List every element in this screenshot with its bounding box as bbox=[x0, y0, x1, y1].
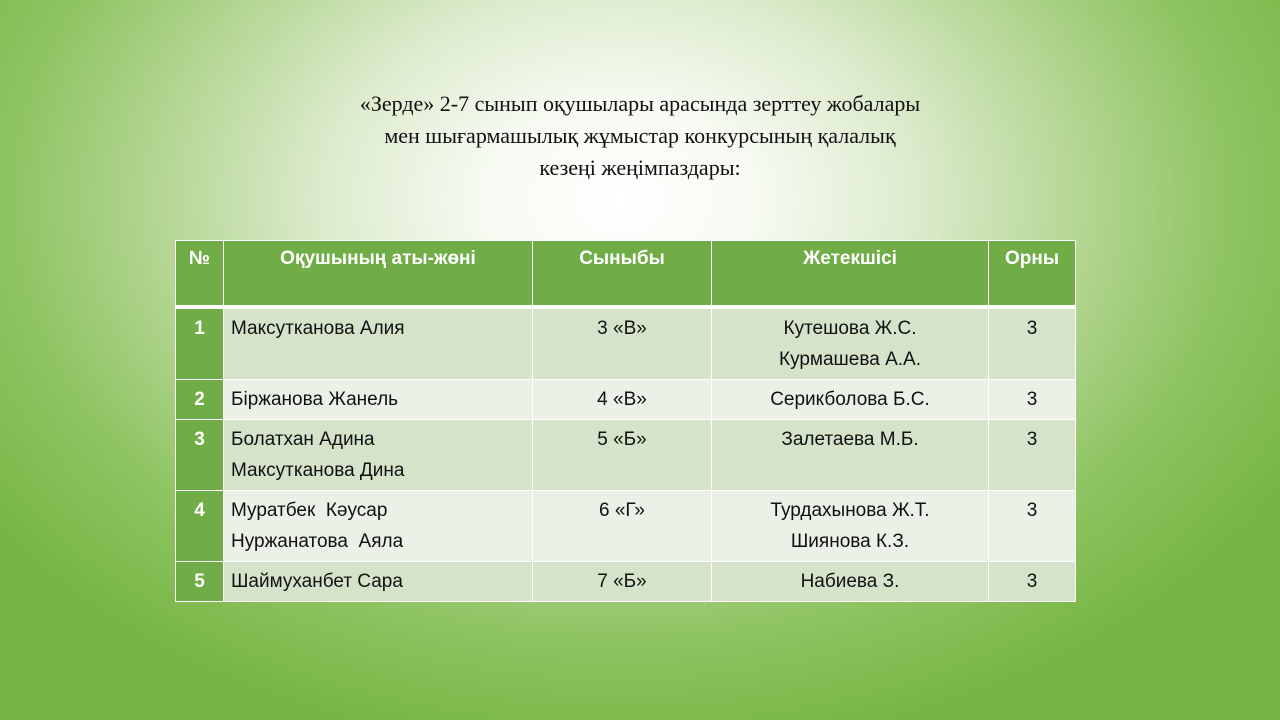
student-name-cell bbox=[224, 307, 533, 380]
place-cell: 3 bbox=[989, 420, 1076, 491]
header-student-name: Оқушының аты-жөні bbox=[224, 241, 533, 308]
supervisor-name: Шиянова К.З. bbox=[790, 531, 910, 552]
student-name-cell bbox=[224, 491, 533, 562]
header-place: Орны bbox=[989, 241, 1076, 308]
student-name: Муратбек Кәусар bbox=[231, 500, 388, 521]
header-supervisor: Жетекшісі bbox=[712, 241, 989, 308]
winners-table bbox=[175, 240, 1076, 602]
supervisor-cell bbox=[712, 307, 989, 380]
row-number: 3 bbox=[176, 420, 224, 491]
place-cell: 3 bbox=[989, 307, 1076, 380]
title-line: кезеңі жеңімпаздары: bbox=[539, 155, 741, 180]
student-name: Нуржанатова Аяла bbox=[231, 531, 404, 552]
row-number: 1 bbox=[176, 307, 224, 380]
table-row bbox=[176, 380, 1076, 420]
row-number: 4 bbox=[176, 491, 224, 562]
supervisor-name: Серикболова Б.С. bbox=[770, 389, 930, 410]
supervisor-cell bbox=[712, 562, 989, 602]
table-row bbox=[176, 562, 1076, 602]
place-cell: 3 bbox=[989, 491, 1076, 562]
place-cell: 3 bbox=[989, 380, 1076, 420]
header-number: № bbox=[176, 241, 224, 308]
row-number: 5 bbox=[176, 562, 224, 602]
student-name-cell bbox=[224, 380, 533, 420]
header-class: Сыныбы bbox=[533, 241, 712, 308]
supervisor-name: Курмашева А.А. bbox=[779, 349, 921, 370]
supervisor-cell bbox=[712, 380, 989, 420]
supervisor-name: Залетаева М.Б. bbox=[781, 429, 919, 450]
supervisor-name: Кутешова Ж.С. bbox=[783, 318, 917, 339]
row-number: 2 bbox=[176, 380, 224, 420]
table-row bbox=[176, 307, 1076, 380]
supervisor-name: Набиева З. bbox=[800, 571, 900, 592]
class-cell: 7 «Б» bbox=[533, 562, 712, 602]
class-cell: 6 «Г» bbox=[533, 491, 712, 562]
supervisor-name: Турдахынова Ж.Т. bbox=[770, 500, 930, 521]
table-header-row bbox=[176, 241, 1076, 308]
title-line: мен шығармашылық жұмыстар конкурсының қалалық bbox=[384, 123, 896, 148]
student-name: Шаймуханбет Сара bbox=[231, 571, 403, 592]
table-row bbox=[176, 491, 1076, 562]
slide-title bbox=[240, 88, 1040, 184]
class-cell: 5 «Б» bbox=[533, 420, 712, 491]
student-name: Біржанова Жанель bbox=[231, 389, 399, 410]
student-name-cell bbox=[224, 562, 533, 602]
title-line: «Зерде» 2-7 сынып оқушылары арасында зерттеу жобалары bbox=[359, 91, 921, 116]
supervisor-cell bbox=[712, 491, 989, 562]
student-name: Болатхан Адина bbox=[231, 429, 375, 450]
table-row bbox=[176, 420, 1076, 491]
supervisor-cell bbox=[712, 420, 989, 491]
student-name: Максутканова Алия bbox=[231, 318, 405, 339]
class-cell: 3 «В» bbox=[533, 307, 712, 380]
place-cell: 3 bbox=[989, 562, 1076, 602]
class-cell: 4 «В» bbox=[533, 380, 712, 420]
student-name: Максутканова Дина bbox=[231, 460, 405, 481]
student-name-cell bbox=[224, 420, 533, 491]
